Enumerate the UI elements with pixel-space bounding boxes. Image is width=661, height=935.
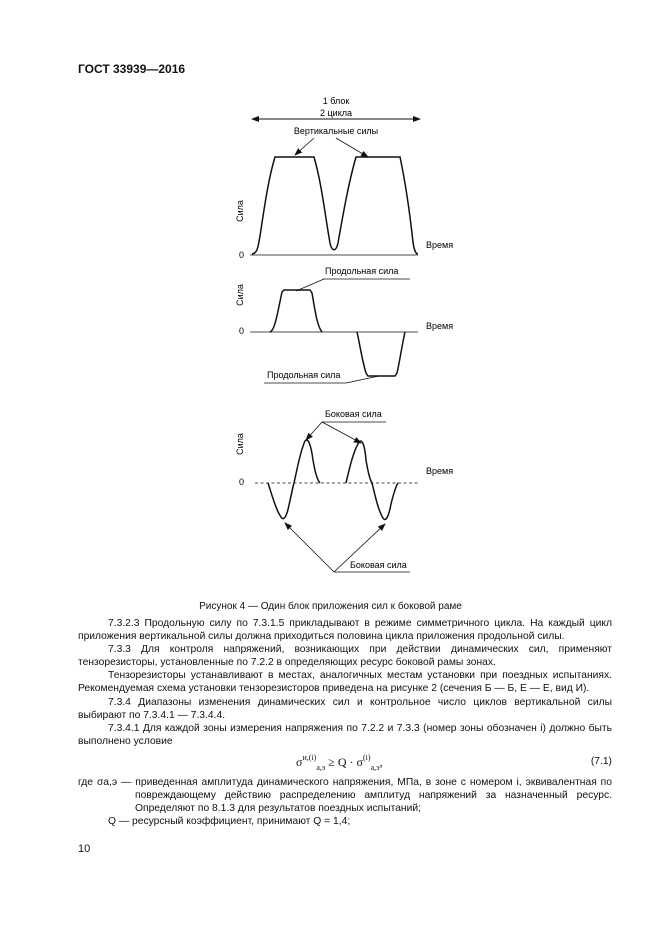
page-number: 10 [78, 843, 91, 855]
block-label: 1 блок [322, 96, 350, 106]
cycles-label: 2 цикла [320, 108, 352, 118]
lateral-bottom-label: Боковая сила [350, 560, 407, 570]
panel2-x-label: Время [426, 321, 454, 331]
panel2-y-label: Сила [235, 284, 245, 306]
lateral-top-label: Боковая сила [325, 409, 382, 419]
longitudinal-positive-curve [270, 290, 322, 332]
paragraph-strain-gauges: Тензорезисторы устанавливают в местах, аналогичных местам установки при поездных испытаниях. Рекомендуемая схема установки тензорезисторов приведена на рисунке 2 (сечения Б — Б, Е — Е, вид И). [78, 670, 612, 695]
longitudinal-bottom-label: Продольная сила [267, 370, 341, 380]
vertical-arrow-2 [336, 138, 368, 157]
definition-sigma: где σа,э — приведенная амплитуда динамического напряжения, МПа, в зоне с номером i, эквивалентная по повреждающему действию распределению амплитуд напряжений за назначенный ресурс. Определяют по 8.1.3 для результатов поездных испытаний; [78, 776, 612, 815]
vertical-arrow-1 [295, 138, 314, 155]
lateral-force-curve-2 [346, 441, 398, 520]
longitudinal-top-label: Продольная сила [325, 266, 399, 276]
panel1-zero: 0 [239, 250, 245, 260]
vertical-force-curve [252, 157, 418, 254]
equation-7-1 [78, 748, 612, 776]
panel1-x-label: Время [426, 240, 454, 250]
panel2-zero: 0 [239, 326, 245, 336]
figure-caption: Рисунок 4 — Один блок приложения сил к боковой раме [199, 601, 462, 612]
lateral-arrow-2 [322, 422, 361, 443]
lateral-arrow-1 [306, 422, 322, 440]
equation-number: (7.1) [590, 755, 612, 767]
longitudinal-bottom-pointer [346, 376, 379, 383]
vertical-forces-label: Вертикальные силы [293, 126, 379, 136]
lateral-force-curve-1 [268, 440, 320, 519]
definition-q: Q — ресурсный коэффициент, принимают Q = 1,4; [108, 816, 351, 828]
lateral-arrow-3 [285, 523, 334, 572]
panel3-y-label: Сила [235, 433, 245, 455]
paragraph-7-3-4: 7.3.4 Диапазоны изменения динамических сил и контрольное число циклов вертикальной силы выбирают по 7.3.4.1 — 7.3.4.4. [78, 696, 612, 721]
panel1-y-label: Сила [235, 200, 245, 222]
paragraph-7-3-3: 7.3.3 Для контроля напряжений, возникающих при действии динамических сил, применяют тензорезисторы, установленные по 7.2.2 в определяющих ресурс боковой рамы зонах. [78, 644, 612, 669]
body-text [78, 617, 612, 828]
panel3-zero: 0 [239, 477, 245, 487]
equation-body: $\sigma^{и,(i)}_{а,э} \ge Q \cdot \sigma^{(i)}_{а,э}$, [296, 752, 383, 772]
longitudinal-top-pointer [296, 279, 324, 291]
longitudinal-negative-curve [357, 332, 405, 376]
standard-header: ГОСТ 33939—2016 [78, 62, 186, 76]
paragraph-7-3-4-1: 7.3.4.1 Для каждой зоны измерения напряжения по 7.2.2 и 7.3.3 (номер зоны обозначен i) должно быть выполнено условие [78, 722, 612, 747]
paragraph-7-3-2-3: 7.3.2.3 Продольную силу по 7.3.1.5 прикладывают в режиме симметричного цикла. На каждый цикл приложения вертикальной силы должна приходиться половина цикла приложения продольной силы. [78, 618, 612, 643]
panel3-x-label: Время [426, 466, 454, 476]
